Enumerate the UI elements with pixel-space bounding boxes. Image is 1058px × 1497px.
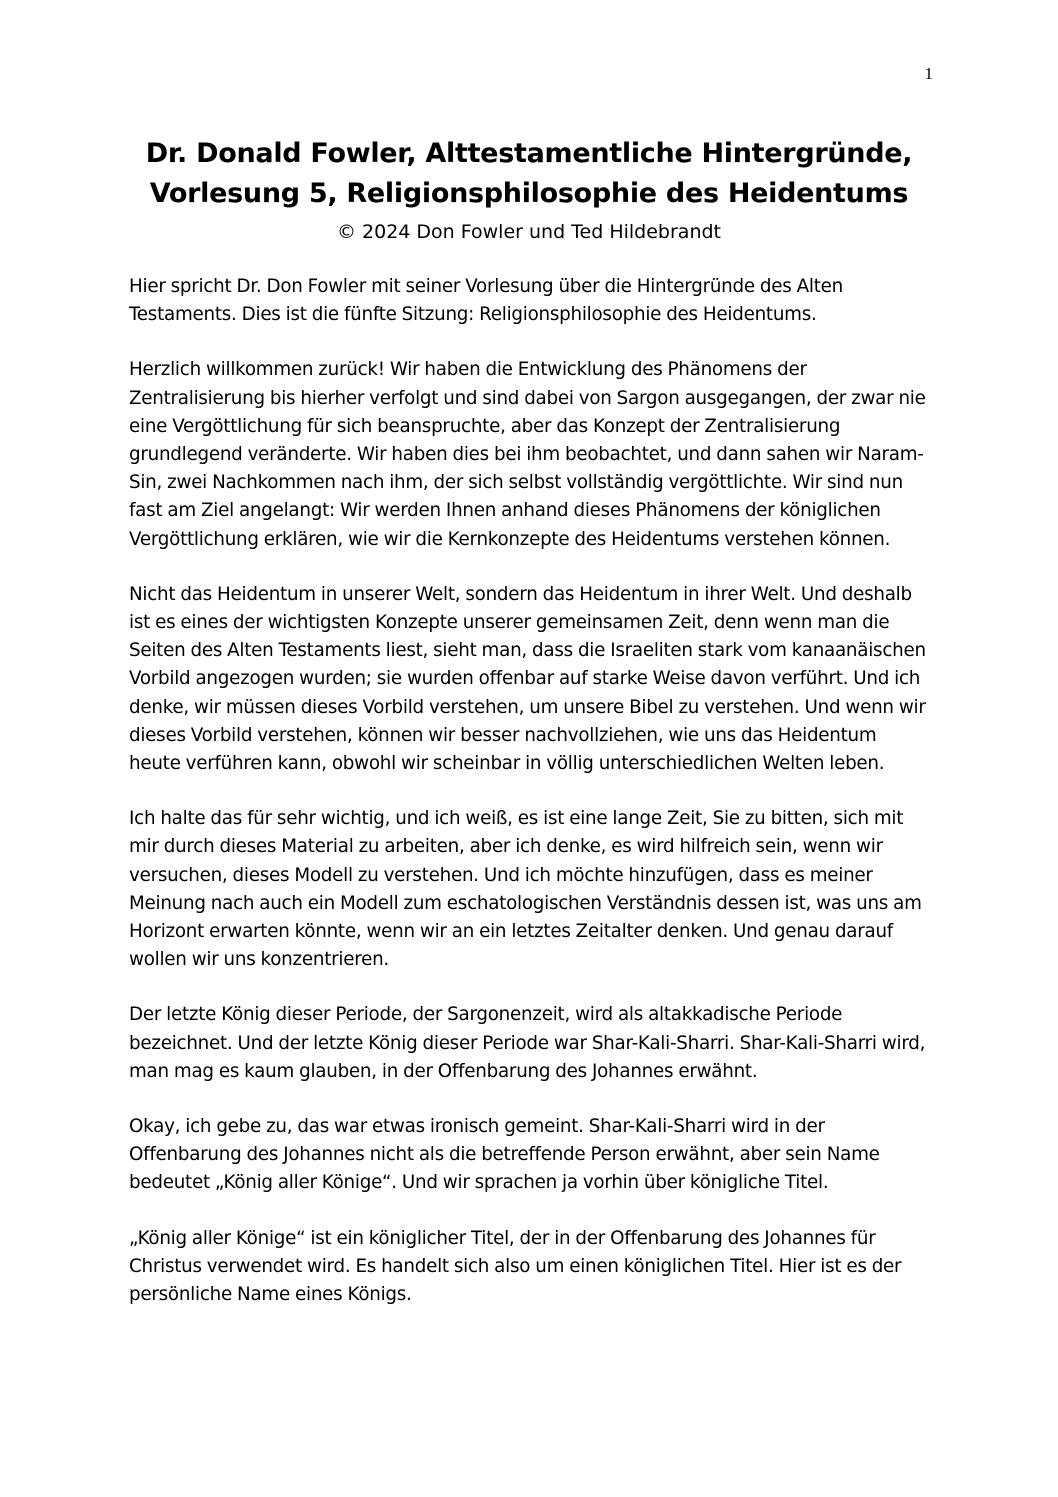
page-number: 1 — [924, 64, 933, 83]
paragraph: Ich halte das für sehr wichtig, und ich weiß, es ist eine lange Zeit, Sie zu bitten, sich mit mir durch dieses Material zu arbeiten, aber ich denke, es wird hilfreich sein, wenn wir versuchen, dieses Modell zu verstehen. Und ich möchte hinzufügen, dass es meiner Meinung nach auch ein Modell zum eschatologischen Verständnis dessen ist, was uns am Horizont erwarten könnte, wenn wir an ein letztes Zeitalter denken. Und genau darauf wollen wir uns konzentrieren. — [129, 808, 922, 971]
paragraph: Hier spricht Dr. Don Fowler mit seiner Vorlesung über die Hintergründe des Alten Testaments. Dies ist die fünfte Sitzung: Religionsphilosophie des Heidentums. — [129, 276, 843, 326]
paragraph: Der letzte König dieser Periode, der Sargonenzeit, wird als altakkadische Periode bezeichnet. Und der letzte König dieser Periode war Shar-Kali-Sharri. Shar-Kali-Sharri wird, man mag es kaum glauben, in der Offenbarung des Johannes erwähnt. — [129, 1004, 926, 1082]
title-block — [100, 134, 958, 246]
paragraph: Herzlich willkommen zurück! Wir haben die Entwicklung des Phänomens der Zentralisierung bis hierher verfolgt und sind dabei von Sargon ausgegangen, der zwar nie eine Vergöttlichung für sich beanspruchte, aber das Konzept der Zentralisierung grundlegend veränderte. Wir haben dies bei ihm beobachtet, und dann sahen wir Naram-Sin, zwei Nachkommen nach ihm, der sich selbst vollständig vergöttlichte. Wir sind nun fast am Ziel angelangt: Wir werden Ihnen anhand dieses Phänomens der königlichen Vergöttlichung erklären, wie wir die Kernkonzepte des Heidentums verstehen können. — [129, 359, 926, 550]
document-title-line-2: Vorlesung 5, Religionsphilosophie des Heidentums — [149, 178, 909, 209]
paragraph: Okay, ich gebe zu, das war etwas ironisch gemeint. Shar-Kali-Sharri wird in der Offenbarung des Johannes nicht als die betreffende Person erwähnt, aber sein Name bedeutet „König aller Könige“. Und wir sprachen ja vorhin über königliche Titel. — [129, 1116, 880, 1194]
document-title-line-1: Dr. Donald Fowler, Alttestamentliche Hintergründe, — [145, 138, 913, 169]
copyright-notice: © 2024 Don Fowler und Ted Hildebrandt — [336, 221, 722, 243]
paragraph: Nicht das Heidentum in unserer Welt, sondern das Heidentum in ihrer Welt. Und deshalb ist es eines der wichtigsten Konzepte unserer gemeinsamen Zeit, denn wenn man die Seiten des Alten Testaments liest, sieht man, dass die Israeliten stark vom kanaanäischen Vorbild angezogen wurden; sie wurden offenbar auf starke Weise davon verführt. Und ich denke, wir müssen dieses Vorbild verstehen, um unsere Bibel zu verstehen. Und wenn wir dieses Vorbild verstehen, können wir besser nachvollziehen, wie uns das Heidentum heute verführen kann, obwohl wir scheinbar in völlig unterschiedlichen Welten leben. — [129, 583, 926, 775]
paragraph: „König aller Könige“ ist ein königlicher Titel, der in der Offenbarung des Johannes für Christus verwendet wird. Es handelt sich also um einen königlichen Titel. Hier ist es der persönliche Name eines Königs. — [129, 1227, 902, 1306]
document-body — [129, 273, 929, 1336]
